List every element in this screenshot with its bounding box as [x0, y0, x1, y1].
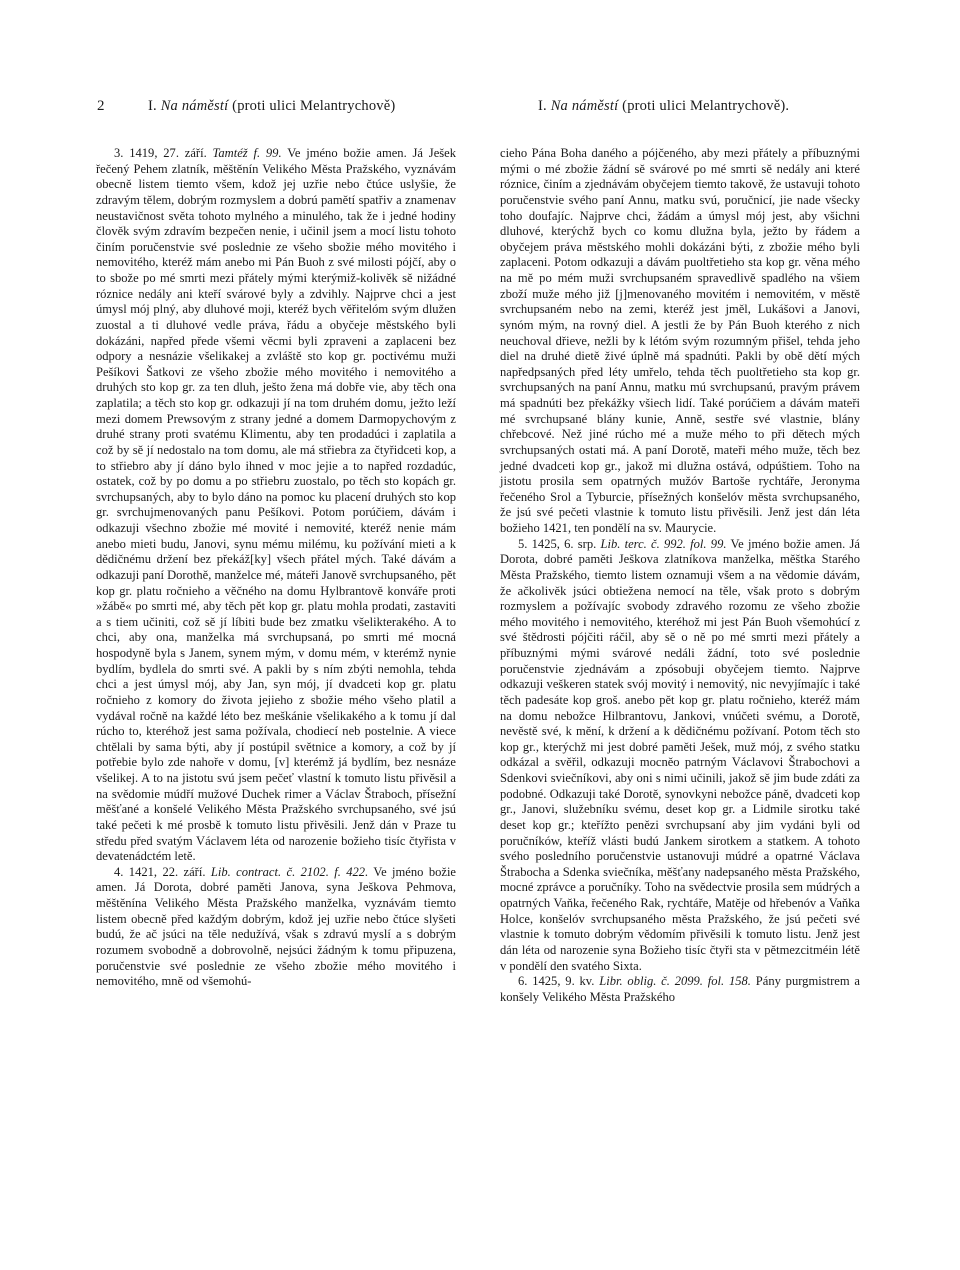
- entry-3: [96, 146, 456, 865]
- running-header-left: [148, 98, 395, 115]
- entry-5: [500, 537, 860, 975]
- entry-4-continuation: [500, 146, 860, 537]
- entry-3-source: Tamtéž f. 99.: [212, 146, 282, 160]
- running-header-right: [538, 98, 789, 115]
- entry-4-source: Lib. contract. č. 2102. f. 422.: [210, 864, 369, 879]
- header-left-italic: Na náměstí: [160, 98, 229, 114]
- left-column: [96, 146, 456, 990]
- entry-4-continuation-text: cieho Pána Boha daného a pójčeného, aby mezi přátely a příbuznými mými o mé zbožie žádní sě svárové po mé smrti sě nedály ani které róznice, činím a zjednávám obyčejem tiemto takově, že ustavuji tohoto poručenstvie svého paní Annu, matku svú, poručnicí, jie nade všecky toho doufajíc. Najprve chci, žádám a úmysl mój jest, aby všichni dluhové, kterýchž bych co komu dlužna byla, ježto by řádem a obyčejem práva městského mohli dokázáni býti, z zbožie mého byli zaplaceni. Potom odkazuji a dávám puoltřetieho sta kop gr. věna mého na mě po mém muži svrchupsaném spravedlivě spadlého na všiem zboží muže mého již [j]menovaného movitém i nemovitém, v městě svrchupsaném nebo na zemi, kteréž jest jměl, Lukášovi a Janovi, synóm mým, na rovný diel. A jestli že by Pán Buoh kterého z nich neuchoval dřieve, nežli by k létóm svým rozumným přišel, tehda jeho diel na druhé dietě živé úplně má spadnúti. Pakli by obě dětí mých napředpsaných před léty umřelo, tehda těch puoltřetieho sta kop gr. svrchupsaných na paní Annu, matku mú svrchupsanú, pravým právem má spadnúti bez překážky všiech lidí. Také porúčiem a dávám mateři mé svrchupsané blány kunie, Anně, sestře své vlastnie, blány chřebcové. Než jiné rúcho mé a muže mého to při dětech mých svrchupsaných ostati má. A paní Dorotě, mateři mého muže, těch bez jedné dvadceti kop gr., jakož mi dlužna ostává, odpúštiem. Toho na jistotu prosila sem opatrných mužóv Bartoše rychtáře, Jeronyma řečeného Srol a Tyburcie, přísežných konšelóv města svrchupsaného, že jsú své pečeti vlastnie k tomuto listu přivěsili. Jenž jest dán léta božieho 1421, ten pondělí na sv. Maurycie.: [500, 146, 860, 535]
- header-right-rest: (proti ulici Melantrychově).: [622, 98, 790, 114]
- entry-5-text: Ve jméno božie amen. Já Dorota, dobré paměti Ješkova zlatníkova manželka, měštka Starého Města Pražského, tiemto listem oznamuji všem a na vědomie dávám, že ačkolivěk jsúci obtiežena nemocí na těle, však proto s dobrým rozmyslem a požívajíc svobody zdravého rozomu ze všeho zbožie mého movitého i nemovitého, kteréhož mi jest Pán Buoh všemohúcí z své štědrosti pójčiti ráčil, aby sě o ně po mé smrti mezi přátely a příbuznými mými svárové nedáli žádní, toto své poslednie poručenstvie zjednávám a zpósobuji obyčejem tiemto. Najprve odkazuji veškeren statek svój movitý i nemovitý, nic nevyjímajíc i také těch padesáte kop groš. anebo pět kop gr. platu ročnieho, kteréž mám na domu nebožce Hilbrantovu, Jankovi, vnúčeti svému, a Dorotě, nevěstě své, k mění, k držení a k dědičnému požívaní. Potom těch sto kop gr., kterýchž mi jest dobré paměti Ješek, muž mój, z svého statku odkázal a svěřil, odkazuji mocněo patrným Václavovi Štrabochovi a Sdenkovi sviečníkovi, aby oni s nimi učinili, jakož sě jim bude zdáti za podobné. Odkazuji také Dorotě, synovkyni nebožce páně, dvadceti kop gr., Janovi, služebníku svému, deset kop gr. a Lidmile sirotku také deset kop gr.; kteřížto penězi svrchupsaní aby jim vydáni byli od poručníków, kteříž vlásti budú Jankem sirotkem a statkem. A tohoto svého posledního poručenstvie ustanovuji múdré a opatrné Václava Štrabocha a Sdenka sviečníka, měšťany nadepsaného města Pražského, mocné zprávce a poručníky. Toho na svědectvie prosila sem múdrých a opatrných Vaňka, řečeného Rak, rychtáře, Matěje od hřebenóv a Vaňka Holce, konšelóv svrchupsaného města Pražského, že jsú pečeti své vlastnie k tomuto dobrým vědomím přivěsili k tomuto listu. Jenž jest dán léta od narozenie syna Božieho tisíc čtyři sta v pětmezcitméin létě v pondělí den svatého Sixta.: [500, 536, 860, 973]
- entry-3-text: Ve jméno božie amen. Já Ješek řečený Pehem zlatník, měštěnín Velikého Města Pražského, vyznávám obecně listem tiemto všem, kdož jej uzřie nebo čtúce uslyšie, že zdravým tělem, dobrým rozmyslem a dobrú pamětí spatřiv a znamenav neustavičnost světa tohoto mylného a minulého, tak že i jedné hodiny člověk svým zdravím bezpečen nenie, i učinil jsem a mocí listu tohoto činím poručenstvie své poslednie ze všeho sbožie mého movitého i nemovitého, kteréž mám anebo mi Pán Buoh z své milosti pójčí, aby o to sbože po mé smrti mezi přátely mými kterýmiž-kolivěk sě nižádné róznice nedály ani kteří svárové byly a zdvihly. Najprve chci a jest úmysl mój plný, aby dluhové moji, kteréž bych věřitelóm svým dlužen zuostal a ti dluhové vedle práva, řádu a obyčeje městského byli dokázáni, napřed přede všemi věcmi byli zpraveni a zaplaceni bez odpory a nesnázie všelikakej a zvláště sto kop gr. poctivému muži Pešíkovi Šatkovi ze všeho zbožie mého movitého i nemovitého a druhých sto kop gr. za ten dluh, ješto žena má dobře vie, aby těch ona zaplatila; a těch sto kop gr. odkazuji jí na tom druhém domu, ježto leží mezi domem Prewsovým z strany jedné a domem Darmopychovým z druhé strany proti svatému Klimentu, aby ten prodadúci i zaplatila a což by sě jí nedostalo na tom domu, ale má střiebra za čtyřidceti kop, a to střiebro aby jí dáno bylo ihned v moc jejie a to napřed rozdadúc, ostatek, což by po domu a po střiebru zuostalo, po těch sto kopách gr. svrchupsaných, aby to bylo dáno na pomoc ku placení druhých sto kop gr. svrchujmenovaných panu Pešíkovi. Potom porúčiem, dávám i odkazuji všechno zbožie mé movité i nemovité, kteréž nenie mám anebo mieti budu, Janovi, synu mému milému, ku požívání mieti a k dědičnému držení bez překáž[ky] všech přátel mých. Také dávám a odkazuji paní Dorothě, manželce mé, máteři Janově svrchupsaného, pět kop gr. platu ročnieho a věčného na domu Hylbrantově konváře proti »žábě« po smrti mé, aby těch pět kop gr. platu mohla prodati, zastaviti a s tiem učiniti, což sě jí líbiti bude bez zmatku všelikterakého. A to chci, aby ona, manželka má svrchupsaná, po smrti mé mocná hospodyně byla s Janem, synem mým, v domu mém, v kterémž nynie bydlím, bydlela do smrti své. A pakli by s ním zbýti nemohla, tehda chci a jest úmysl mój, aby Jan, syn mój, jí dvadceti kop gr. platu ročnieho z komory do života jejieho z sbožie mého všeho platil a vydával ročně na každé léto bez meškánie všelikakého a k tomu jí dal rúcho to, kteréhož jest sama požívala, chodiecí neb postelnie. A viece chtělali by sama býti, aby jí postúpil světnice a komory, a což by jí potřebie bylo zde nahoře v domu, [v] kterémž já bydlím, bez nesnáze všelikej. A to na jistotu svú jsem pečeť vlastní k tomuto listu přivěsil a na svědomie múdří mužové Duchek rimer a Václav Štraboch, přísežní měšťané a konšelé Velikého Města Pražského svrchupsaného, své jsú také pečeti k mé prosbě k tomuto listu přivěsili. Jenž dán v Praze tu středu před svatým Václavem léta od narozenie božieho tisíc čtyřista v devatenádctém letě.: [96, 146, 456, 864]
- entry-4: [96, 865, 456, 990]
- right-column: [500, 146, 860, 1005]
- header-left-rest: (proti ulici Melantrychově): [232, 98, 396, 114]
- entry-6-head: 6. 1425, 9. kv.: [518, 974, 595, 989]
- header-right-roman: I.: [538, 98, 547, 114]
- entry-5-head: 5. 1425, 6. srp.: [518, 536, 597, 551]
- entry-6-text: Pány purgmistrem a konšely Velikého Města Pražského: [500, 974, 860, 1004]
- page-number: 2: [97, 98, 105, 114]
- entry-4-head: 4. 1421, 22. září.: [114, 864, 206, 879]
- header-left-roman: I.: [148, 98, 157, 114]
- entry-6: [500, 974, 860, 1005]
- entry-5-source: Lib. terc. č. 992. fol. 99.: [600, 536, 727, 551]
- header-right-italic: Na náměstí: [550, 98, 619, 114]
- entry-6-source: Libr. oblig. č. 2099. fol. 158.: [599, 974, 751, 989]
- entry-4-text: Ve jméno božie amen. Já Dorota, dobré paměti Janova, syna Ješkova Pehmova, měštěnína Velikého Města Pražského manželka, vyznávám tiemto listem obecně před každým dobrým, kdož jej uzřie nebo čtúce slyšeti budú, že ač jsúci na těle nedužívá, však s zdravú myslí a s dobrým rozumem svobodně a dobrovolně, nejsúci žádným k tomu připuzena, poručenstvie své poslednie ze všeho zbožie mého movitého i nemovitého, mně od všemohú-: [96, 864, 456, 989]
- entry-3-head: 3. 1419, 27. září.: [114, 146, 207, 160]
